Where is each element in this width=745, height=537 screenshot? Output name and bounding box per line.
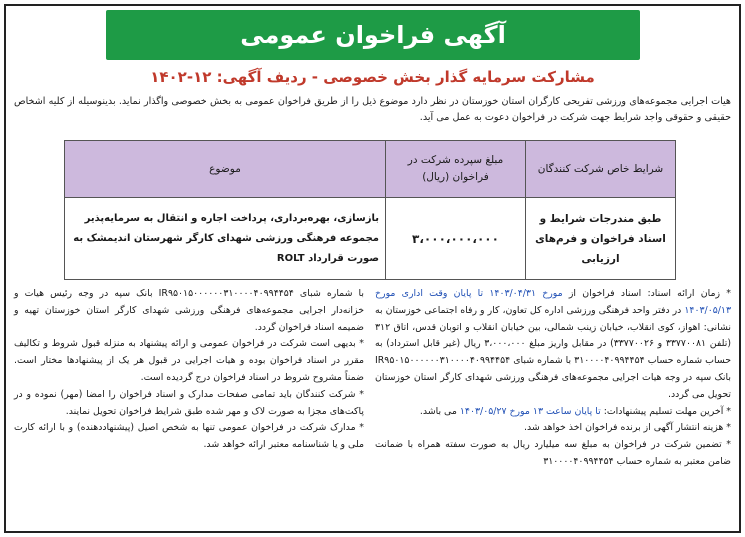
documents-paragraph: * مدارک شرکت در فراخوان عمومی تنها به شخص اصیل (پیشنهاددهنده) و با ارائه کارت ملی و یا شناسنامه معتبر ارائه خواهد شد.: [14, 422, 364, 451]
right-column: [375, 286, 731, 471]
acceptance-paragraph: * بدیهی است شرکت در فراخوان عمومی و ارائه پیشنهاد به منزله قبول شروط و تکالیف مقرر در اسناد فراخوان بوده و هیات اجرایی در قبول هر یک از پیشنهادها مختار است. ضمناً مشروح شروط در اسناد فراخوان درج گردیده است.: [14, 338, 364, 383]
tender-table: [64, 140, 676, 280]
header-conditions: شرایط خاص شرکت کنندگان: [526, 141, 676, 198]
submission-time-label: * زمان ارائه اسناد: اسناد فراخوان از: [562, 288, 731, 299]
table-row: [65, 198, 676, 280]
intro-paragraph: هیات اجرایی مجموعه‌های ورزشی تفریحی کارگران استان خوزستان در نظر دارد موضوع ذیل را از طریق فراخوان عمومی به بخش خصوصی واگذار نماید. بدینوسیله از کلیه اشخاص حقیقی و حقوقی واجد شرایط جهت شرکت در فراخوان دعوت به عمل می آید.: [14, 96, 731, 123]
left-column: [14, 286, 364, 454]
announcement-subtitle: مشارکت سرمایه گذار بخش خصوصی - ردیف آگهی: ۱۲-۱۴۰۲: [150, 68, 595, 86]
cell-subject: بازسازی، بهره‌برداری، پرداخت اجاره و انتقال به سرمایه‌پذیر مجموعه فرهنگی ورزشی شهدای کارگر شهرستان اندیمشک به صورت قرارداد ROLT: [65, 198, 386, 280]
header-deposit: مبلغ سپرده شرکت در فراخوان (ریال): [386, 141, 526, 198]
deadline-paragraph: [375, 404, 731, 421]
cell-deposit: ۳،۰۰۰،۰۰۰،۰۰۰: [386, 198, 526, 280]
deadline-rest: می باشد.: [419, 405, 460, 417]
deadline-label: * آخرین مهلت تسلیم پیشنهادات:: [600, 405, 731, 417]
signature-paragraph: * شرکت کنندگان باید تمامی صفحات مدارک و اسناد فراخوان را امضا (مهر) نموده و در پاکت‌های مجزا به صورت لاک و مهر شده طبق شرایط فراخوان تحویل نمایند.: [14, 388, 364, 417]
publication-cost-paragraph: * هزینه انتشار آگهی از برنده فراخوان اخذ خواهد شد.: [523, 422, 731, 434]
guarantee-paragraph: * تضمین شرکت در فراخوان به مبلغ سه میلیارد ریال به صورت سفته همراه با ضمانت ضامن معتبر به شماره حساب ۳۱۰۰۰۰۴۰۹۹۴۴۵۴: [375, 439, 731, 467]
page-title: آگهی فراخوان عمومی: [240, 21, 506, 49]
submission-dates: مورخ ۱۴۰۳/۰۴/۳۱ تا پایان وقت اداری مورخ ۱۴۰۳/۰۵/۱۳: [375, 288, 731, 316]
title-banner: [106, 10, 640, 60]
submission-details: در دفتر واحد فرهنگی ورزشی اداره کل تعاون، کار و رفاه اجتماعی خوزستان به نشانی: اهواز، کوی انقلاب، خیابان زینب شمالی، بین خیابان انقلاب و اتوبان قدس، اتاق ۳۱۲ (تلفن ۳۳۷۷۰۰۸۱ و ۳۳۷۷۰۰۲۶) در مقابل واریز مبلغ ۳،۰۰۰،۰۰۰ ریال (غیر قابل استرداد) به حساب شماره حساب ۳۱۰۰۰۰۴۰۹۹۴۴۵۴ با شماره شبای IR۹۵۰۱۵۰۰۰۰۰۰۳۱۰۰۰۰۴۰۹۹۴۴۵۴ بانک سپه در وجه هیات اجرایی مجموعه‌های فرهنگی ورزشی شهدای کارگر استان خوزستان تحویل می گردد.: [375, 304, 731, 400]
header-subject: موضوع: [65, 141, 386, 198]
table-header-row: [65, 141, 676, 198]
cell-conditions: طبق مندرجات شرایط و اسناد فراخوان و فرم‌های ارزیابی: [526, 198, 676, 280]
deadline-date: تا پایان ساعت ۱۳ مورخ ۱۴۰۳/۰۵/۲۷: [459, 405, 601, 417]
submission-time-paragraph: [375, 286, 731, 404]
iban-paragraph: با شماره شبای IR۹۵۰۱۵۰۰۰۰۰۰۳۱۰۰۰۰۴۰۹۹۴۴۵۴ بانک سپه در وجه رئیس هیات و خزانه‌دار اجرایی مجموعه‌های فرهنگی ورزشی شهدای کارگر استان خوزستان تهیه و ضمیمه اسناد فراخوان گردد.: [14, 288, 364, 333]
